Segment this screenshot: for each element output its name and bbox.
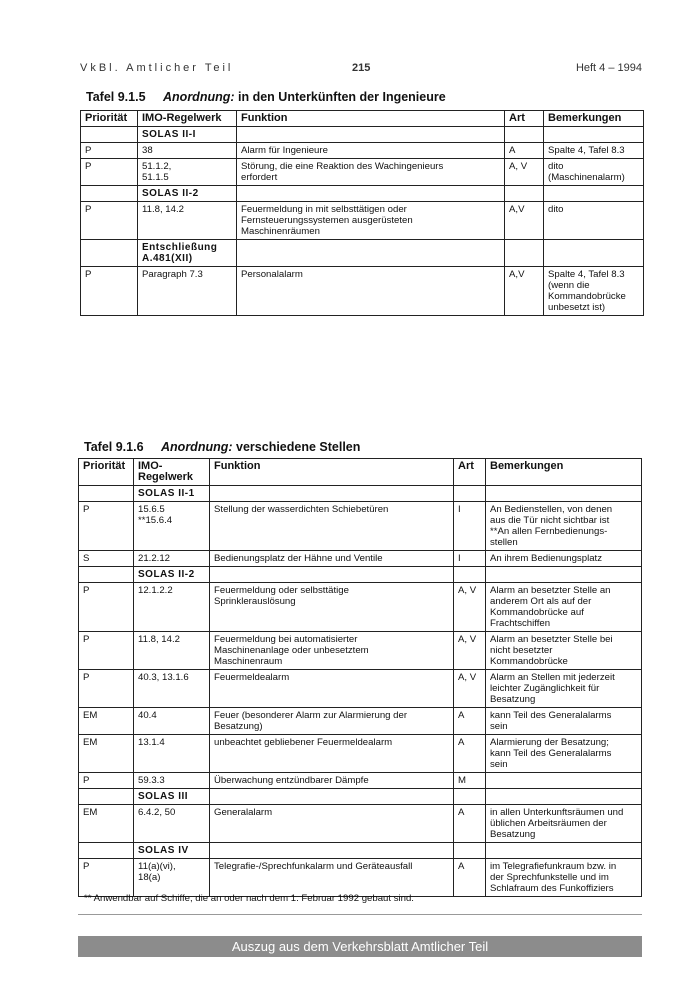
art-cell: A [454, 859, 486, 897]
table-9-1-5 [80, 110, 644, 316]
table2-label: Anordnung: [161, 440, 233, 454]
function-cell: Telegrafie-/Sprechfunkalarm und Geräteausfall [210, 859, 454, 897]
art-cell [454, 789, 486, 805]
col-header-imo: IMO- Regelwerk [134, 459, 210, 486]
table-row [79, 805, 642, 843]
art-cell: A, V [454, 632, 486, 670]
table-row [79, 632, 642, 670]
priority-cell: P [81, 159, 138, 186]
remarks-cell [544, 127, 644, 143]
remarks-cell [544, 186, 644, 202]
priority-cell [81, 127, 138, 143]
imo-cell: SOLAS II-I [138, 127, 237, 143]
col-header-remarks: Bemerkungen [486, 459, 642, 486]
imo-cell: SOLAS II-1 [134, 486, 210, 502]
function-cell [210, 567, 454, 583]
imo-cell: SOLAS III [134, 789, 210, 805]
function-cell: Feuer (besonderer Alarm zur Alarmierung der Besatzung) [210, 708, 454, 735]
col-header-function: Funktion [237, 111, 505, 127]
priority-cell: P [81, 143, 138, 159]
function-cell: Störung, die eine Reaktion des Wachingenieurs erfordert [237, 159, 505, 186]
remarks-cell: kann Teil des Generalalarms sein [486, 708, 642, 735]
priority-cell [79, 567, 134, 583]
priority-cell: P [79, 859, 134, 897]
priority-cell: P [81, 202, 138, 240]
table2-title [84, 440, 360, 454]
table1-header-row [81, 111, 644, 127]
imo-cell: 11.8, 14.2 [134, 632, 210, 670]
function-cell [210, 843, 454, 859]
col-header-art: Art [454, 459, 486, 486]
imo-cell: 11(a)(vi), 18(a) [134, 859, 210, 897]
imo-cell: 51.1.2, 51.1.5 [138, 159, 237, 186]
function-cell: Bedienungsplatz der Hähne und Ventile [210, 551, 454, 567]
priority-cell: P [79, 773, 134, 789]
function-cell: Alarm für Ingenieure [237, 143, 505, 159]
table-row [81, 143, 644, 159]
function-cell: Stellung der wasserdichten Schiebetüren [210, 502, 454, 551]
imo-cell: Entschließung A.481(XII) [138, 240, 237, 267]
art-cell: A,V [505, 202, 544, 240]
imo-cell: 40.4 [134, 708, 210, 735]
section-row [81, 186, 644, 202]
art-cell [454, 486, 486, 502]
table2-subject: verschiedene Stellen [236, 440, 361, 454]
imo-cell: SOLAS IV [134, 843, 210, 859]
remarks-cell [486, 843, 642, 859]
priority-cell [79, 843, 134, 859]
priority-cell: P [79, 502, 134, 551]
remarks-cell [486, 486, 642, 502]
priority-cell [81, 240, 138, 267]
remarks-cell: Alarm an Stellen mit jederzeit leichter Zugänglichkeit für Besatzung [486, 670, 642, 708]
imo-cell: SOLAS II-2 [134, 567, 210, 583]
priority-cell [81, 186, 138, 202]
remarks-cell: dito (Maschinenalarm) [544, 159, 644, 186]
table-row [79, 859, 642, 897]
art-cell [454, 843, 486, 859]
function-cell: Personalalarm [237, 267, 505, 316]
art-cell: I [454, 502, 486, 551]
section-row [79, 486, 642, 502]
function-cell: unbeachtet gebliebener Feuermeldealarm [210, 735, 454, 773]
table-row [79, 670, 642, 708]
table2-header-row [79, 459, 642, 486]
art-cell: M [454, 773, 486, 789]
col-header-remarks: Bemerkungen [544, 111, 644, 127]
function-cell [237, 240, 505, 267]
art-cell [454, 567, 486, 583]
table-row [81, 159, 644, 186]
priority-cell [79, 789, 134, 805]
remarks-cell: Alarm an besetzter Stelle an anderem Ort als auf der Kommandobrücke auf Frachtschiffen [486, 583, 642, 632]
table1-label: Anordnung: [163, 90, 235, 104]
section-row [79, 567, 642, 583]
art-cell: A [505, 143, 544, 159]
imo-cell: 6.4.2, 50 [134, 805, 210, 843]
footer-rule [78, 914, 642, 915]
section-row [81, 240, 644, 267]
table-row [79, 708, 642, 735]
remarks-cell: dito [544, 202, 644, 240]
priority-cell: EM [79, 708, 134, 735]
table-row [79, 773, 642, 789]
table-row [79, 735, 642, 773]
function-cell: Generalalarm [210, 805, 454, 843]
function-cell [210, 789, 454, 805]
table2-number: Tafel 9.1.6 [84, 440, 144, 454]
priority-cell: EM [79, 805, 134, 843]
col-header-priority: Priorität [81, 111, 138, 127]
section-row [81, 127, 644, 143]
priority-cell [79, 486, 134, 502]
remarks-cell: Alarmierung der Besatzung; kann Teil des Generalalarms sein [486, 735, 642, 773]
priority-cell: S [79, 551, 134, 567]
section-row [79, 843, 642, 859]
table-row [81, 267, 644, 316]
function-cell [237, 127, 505, 143]
remarks-cell: Spalte 4, Tafel 8.3 (wenn die Kommandobrücke unbesetzt ist) [544, 267, 644, 316]
function-cell: Feuermeldung bei automatisierter Maschinenanlage oder unbesetztem Maschinenraum [210, 632, 454, 670]
col-header-function: Funktion [210, 459, 454, 486]
table-9-1-6 [78, 458, 642, 897]
priority-cell: P [79, 632, 134, 670]
running-header: VkBl. Amtlicher Teil [80, 62, 234, 74]
table1-subject: in den Unterkünften der Ingenieure [238, 90, 446, 104]
imo-cell: 12.1.2.2 [134, 583, 210, 632]
table1-number: Tafel 9.1.5 [86, 90, 146, 104]
remarks-cell [544, 240, 644, 267]
function-cell [237, 186, 505, 202]
imo-cell: 13.1.4 [134, 735, 210, 773]
table1-title [86, 90, 446, 104]
function-cell: Überwachung entzündbarer Dämpfe [210, 773, 454, 789]
table-row [79, 551, 642, 567]
table-row [79, 502, 642, 551]
art-cell: A, V [505, 159, 544, 186]
issue-label: Heft 4 – 1994 [575, 62, 642, 74]
art-cell [505, 240, 544, 267]
function-cell: Feuermeldealarm [210, 670, 454, 708]
art-cell [505, 127, 544, 143]
remarks-cell: Alarm an besetzter Stelle bei nicht besetzter Kommandobrücke [486, 632, 642, 670]
imo-cell: 59.3.3 [134, 773, 210, 789]
art-cell: A, V [454, 583, 486, 632]
remarks-cell: im Telegrafiefunkraum bzw. in der Sprechfunkstelle und im Schlafraum des Funkoffiziers [486, 859, 642, 897]
col-header-imo: IMO-Regelwerk [138, 111, 237, 127]
imo-cell: 40.3, 13.1.6 [134, 670, 210, 708]
imo-cell: 15.6.5 **15.6.4 [134, 502, 210, 551]
art-cell: I [454, 551, 486, 567]
art-cell: A,V [505, 267, 544, 316]
imo-cell: Paragraph 7.3 [138, 267, 237, 316]
art-cell [505, 186, 544, 202]
source-banner: Auszug aus dem Verkehrsblatt Amtlicher Teil [78, 936, 642, 957]
imo-cell: 21.2.12 [134, 551, 210, 567]
function-cell: Feuermeldung in mit selbsttätigen oder Fernsteuerungssystemen ausgerüsteten Maschinenräumen [237, 202, 505, 240]
remarks-cell: in allen Unterkunftsräumen und üblichen Arbeitsräumen der Besatzung [486, 805, 642, 843]
art-cell: A, V [454, 670, 486, 708]
art-cell: A [454, 805, 486, 843]
table-row [81, 202, 644, 240]
remarks-cell [486, 773, 642, 789]
priority-cell: P [79, 670, 134, 708]
imo-cell: 38 [138, 143, 237, 159]
remarks-cell [486, 567, 642, 583]
col-header-art: Art [505, 111, 544, 127]
footnote: ** Anwendbar auf Schiffe, die an oder nach dem 1. Februar 1992 gebaut sind. [84, 893, 414, 904]
art-cell: A [454, 708, 486, 735]
priority-cell: P [79, 583, 134, 632]
art-cell: A [454, 735, 486, 773]
remarks-cell: Spalte 4, Tafel 8.3 [544, 143, 644, 159]
page-number: 215 [352, 62, 371, 74]
imo-cell: SOLAS II-2 [138, 186, 237, 202]
function-cell [210, 486, 454, 502]
remarks-cell: An Bedienstellen, von denen aus die Tür nicht sichtbar ist **An allen Fernbedienungs- stellen [486, 502, 642, 551]
col-header-priority: Priorität [79, 459, 134, 486]
table-row [79, 583, 642, 632]
imo-cell: 11.8, 14.2 [138, 202, 237, 240]
function-cell: Feuermeldung oder selbsttätige Sprinklerauslösung [210, 583, 454, 632]
section-row [79, 789, 642, 805]
priority-cell: EM [79, 735, 134, 773]
priority-cell: P [81, 267, 138, 316]
remarks-cell [486, 789, 642, 805]
remarks-cell: An ihrem Bedienungsplatz [486, 551, 642, 567]
